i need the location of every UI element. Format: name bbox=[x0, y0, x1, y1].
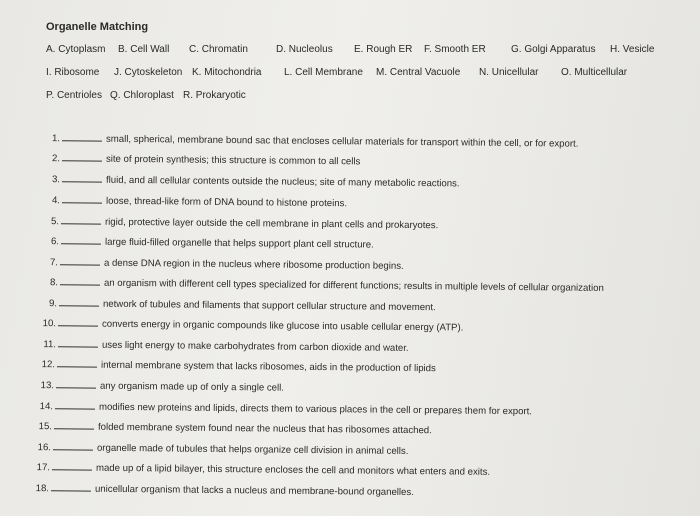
question-number: 6. bbox=[50, 236, 60, 248]
question-number: 15. bbox=[38, 421, 53, 433]
answer-blank[interactable] bbox=[56, 379, 96, 388]
question-number: 12. bbox=[41, 359, 56, 371]
question-text: large fluid-filled organelle that helps support plant cell structure. bbox=[104, 236, 374, 251]
answer-blank[interactable] bbox=[53, 441, 93, 450]
question-item bbox=[31, 400, 532, 417]
question-text: a dense DNA region in the nucleus where ribosome production begins. bbox=[103, 257, 404, 272]
question-number: 8. bbox=[49, 277, 59, 289]
question-item bbox=[38, 152, 360, 167]
answer-blank[interactable] bbox=[60, 276, 100, 285]
word-bank-term: C. Chromatin bbox=[189, 44, 248, 55]
question-number: 13. bbox=[40, 380, 55, 392]
question-number: 1. bbox=[51, 133, 61, 145]
question-item bbox=[36, 256, 404, 272]
answer-blank[interactable] bbox=[57, 358, 97, 367]
word-bank-term: R. Prokaryotic bbox=[183, 90, 246, 101]
question-text: folded membrane system found near the nucleus that has ribosomes attached. bbox=[97, 421, 432, 437]
answer-blank[interactable] bbox=[51, 482, 91, 491]
question-item bbox=[37, 215, 438, 231]
answer-blank[interactable] bbox=[62, 132, 102, 141]
question-number: 18. bbox=[35, 483, 50, 495]
question-item bbox=[30, 420, 432, 436]
word-bank-term: L. Cell Membrane bbox=[284, 67, 363, 78]
question-item bbox=[34, 317, 463, 333]
word-bank-term: J. Cytoskeleton bbox=[114, 67, 183, 78]
question-number: 10. bbox=[42, 318, 57, 330]
word-bank-term: A. Cytoplasm bbox=[46, 44, 106, 55]
question-text: an organism with different cell types specialized for different functions; results in multiple levels of cellular organization bbox=[103, 277, 604, 294]
question-number: 11. bbox=[43, 339, 57, 351]
question-text: site of protein synthesis; this structure is common to all cells bbox=[105, 153, 361, 168]
question-text: uses light energy to make carbohydrates from carbon dioxide and water. bbox=[101, 339, 409, 354]
word-bank-term: H. Vesicle bbox=[610, 44, 655, 55]
question-item bbox=[35, 297, 436, 313]
worksheet-title: Organelle Matching bbox=[46, 21, 149, 33]
question-item bbox=[27, 482, 414, 498]
word-bank-term: F. Smooth ER bbox=[424, 44, 486, 55]
word-bank-term: M. Central Vacuole bbox=[376, 67, 461, 78]
answer-blank[interactable] bbox=[62, 173, 102, 182]
question-number: 7. bbox=[49, 257, 59, 269]
question-item bbox=[29, 441, 409, 457]
question-text: converts energy in organic compounds like glucose into usable cellular energy (ATP). bbox=[101, 318, 464, 334]
question-text: organelle made of tubules that helps organize cell division in animal cells. bbox=[96, 442, 409, 457]
word-bank-term: I. Ribosome bbox=[46, 67, 100, 78]
question-number: 5. bbox=[50, 216, 60, 228]
question-number: 2. bbox=[51, 153, 61, 165]
question-number: 17. bbox=[36, 462, 51, 474]
question-item bbox=[28, 461, 490, 478]
answer-blank[interactable] bbox=[62, 194, 102, 203]
question-text: fluid, and all cellular contents outside the nucleus; site of many metabolic reactions. bbox=[105, 174, 460, 190]
answer-blank[interactable] bbox=[58, 317, 98, 326]
question-text: network of tubules and filaments that support cellular structure and movement. bbox=[102, 298, 436, 314]
question-number: 9. bbox=[48, 298, 58, 310]
answer-blank[interactable] bbox=[61, 235, 101, 244]
question-item bbox=[38, 194, 347, 209]
question-item bbox=[34, 338, 409, 354]
question-text: internal membrane system that lacks ribosomes, aids in the production of lipids bbox=[100, 359, 436, 375]
question-text: modifies new proteins and lipids, directs them to various places in the cell or prepares them for export. bbox=[98, 401, 533, 418]
answer-blank[interactable] bbox=[58, 338, 98, 347]
question-item bbox=[38, 173, 460, 189]
answer-blank[interactable] bbox=[52, 461, 92, 470]
question-text: rigid, protective layer outside the cell membrane in plant cells and prokaryotes. bbox=[104, 216, 439, 232]
answer-blank[interactable] bbox=[59, 297, 99, 306]
word-bank-term: G. Golgi Apparatus bbox=[511, 44, 596, 55]
question-item bbox=[38, 132, 579, 150]
word-bank-term: Q. Chloroplast bbox=[110, 90, 174, 101]
word-bank-term: O. Multicellular bbox=[561, 67, 628, 78]
answer-blank[interactable] bbox=[54, 420, 94, 429]
word-bank-term: K. Mitochondria bbox=[192, 67, 262, 78]
word-bank-term: E. Rough ER bbox=[354, 44, 413, 55]
question-text: any organism made up of only a single cell. bbox=[99, 380, 285, 394]
question-number: 4. bbox=[51, 195, 61, 207]
word-bank-term: P. Centrioles bbox=[46, 90, 102, 101]
question-number: 3. bbox=[51, 174, 61, 186]
question-number: 16. bbox=[37, 442, 52, 454]
answer-blank[interactable] bbox=[60, 256, 100, 265]
answer-blank[interactable] bbox=[61, 215, 101, 224]
question-text: small, spherical, membrane bound sac that encloses cellular materials for transport within the cell, or for export. bbox=[105, 133, 579, 150]
word-bank-term: D. Nucleolus bbox=[276, 44, 333, 55]
question-item bbox=[36, 276, 604, 294]
question-number: 14. bbox=[39, 401, 54, 413]
answer-blank[interactable] bbox=[55, 400, 95, 409]
question-item bbox=[32, 379, 284, 394]
answer-blank[interactable] bbox=[62, 152, 102, 161]
question-item bbox=[33, 358, 436, 374]
word-bank-term: B. Cell Wall bbox=[118, 44, 170, 55]
question-text: unicellular organism that lacks a nucleus and membrane-bound organelles. bbox=[94, 483, 414, 499]
question-text: loose, thread-like form of DNA bound to histone proteins. bbox=[105, 195, 348, 210]
question-text: made up of a lipid bilayer, this structure encloses the cell and monitors what enters and exits. bbox=[95, 462, 491, 478]
question-item bbox=[37, 235, 374, 251]
word-bank-term: N. Unicellular bbox=[479, 67, 539, 78]
